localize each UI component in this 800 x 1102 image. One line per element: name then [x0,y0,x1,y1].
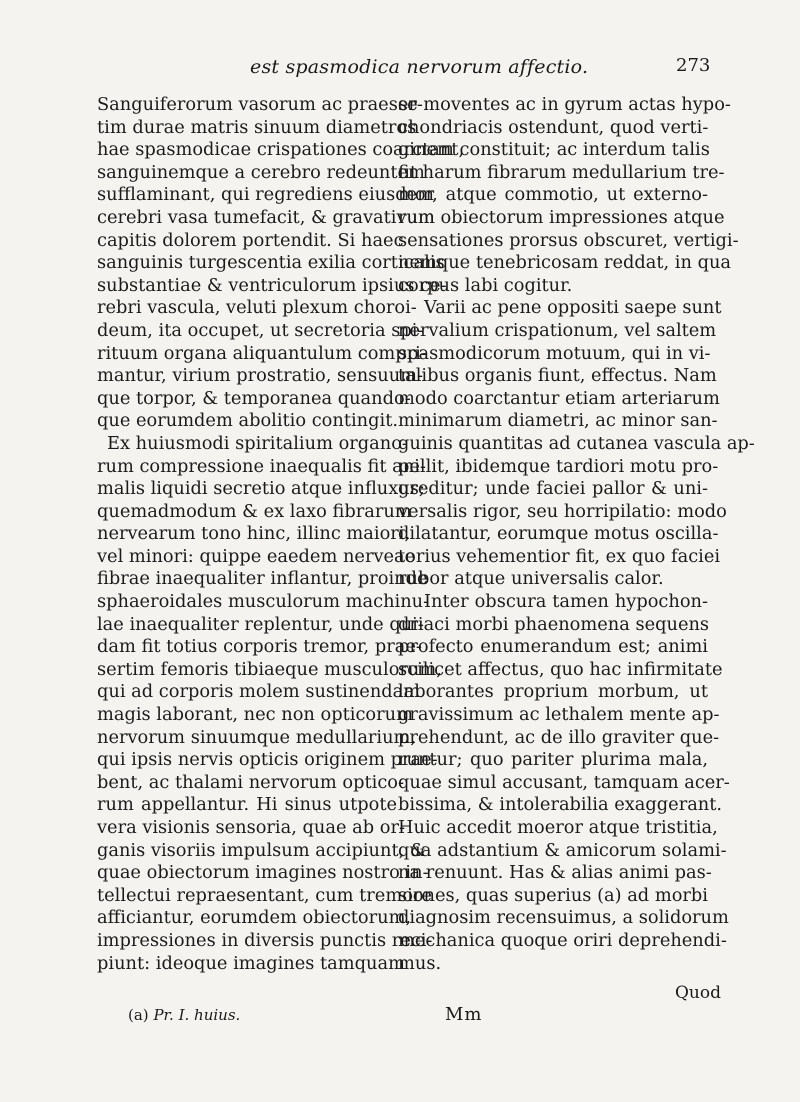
text-line: mechanica quoque oriri deprehendi- [398,929,727,951]
text-line: diagnosim recensuimus, a solidorum [398,907,729,929]
text-line: qui ad corporis molem sustinendam [97,681,421,703]
text-line: profecto enumerandum est; animi [398,636,708,658]
text-line: prehendunt, ac de illo graviter que- [398,726,720,748]
text-line: qui ipsis nervis opticis originem prae- [97,749,438,771]
text-line: que torpor, & temporanea quando- [97,387,411,409]
text-line: vel minori: quippe eaedem nerveae [97,545,416,567]
text-line: quae simul accusant, tamquam acer- [398,771,730,793]
text-line: fit harum fibrarum medullarium tre- [398,161,725,183]
text-line: vera visionis sensoria, quae ab or- [97,817,405,838]
text-line: laborantes proprium morbum, ut [398,681,708,703]
text-line: guinis quantitas ad cutanea vascula ap- [398,432,755,454]
text-line: dilatantur, eorumque motus oscilla- [398,523,719,545]
text-line: rum compressione inaequalis fit ani- [97,455,426,477]
text-line: siones, quas superius (a) ad morbi [398,884,708,906]
text-line: driaci morbi phaenomena sequens [398,613,710,635]
text-line: nemque tenebricosam reddat, in qua [398,252,732,274]
text-line: sanguinemque a cerebro redeuntem [97,161,425,183]
text-line: quae obiectorum imagines nostro in- [97,862,429,884]
text-line: Sanguiferorum vasorum ac praeser- [97,94,423,115]
text-line: corpus labi cogitur. [398,274,573,296]
text-line: mantur, virium prostratio, sensuum- [97,365,424,387]
text-line: spasmodicorum motuum, qui in vi- [398,342,711,364]
text-line: lae inaequaliter replentur, unde qui- [97,613,424,635]
text-line: Varii ac pene oppositi saepe sunt [424,297,722,319]
footnote [128,1006,240,1024]
text-line: rum obiectorum impressiones atque [398,206,725,228]
text-line: scilicet affectus, quo hac infirmitate [398,658,723,680]
text-line: tellectui repraesentant, cum tremore [97,884,432,906]
text-line: runtur; quo pariter plurima mala, [398,749,708,771]
text-line: Huic accedit moeror atque tristitia, [398,817,718,838]
text-line: magis laborant, nec non opticorum [97,704,413,726]
text-line: hae spasmodicae crispationes coarctant, [97,139,465,161]
text-line: impressiones in diversis punctis reci- [97,929,433,951]
text-line: bissima, & intolerabilia exaggerant. [398,794,723,816]
text-line: ginem constituit; ac interdum talis [398,139,710,161]
right-text-column [398,94,755,975]
text-line: afficiantur, eorumdem obiectorum, [97,907,412,929]
text-line: sensationes prorsus obscuret, vertigi- [398,229,739,251]
text-line: capitis dolorem portendit. Si haec [97,229,404,251]
text-line: na renuunt. Has & alias animi pas- [398,862,712,884]
running-title: est spasmodica nervorum affectio. [250,56,589,78]
text-line: quemadmodum & ex laxo fibrarum [97,500,412,522]
text-line: que eorumdem abolitio contingit. [97,410,398,432]
text-line: rum appellantur. Hi sinus utpote [97,794,397,816]
text-line: rebri vascula, veluti plexum choroi- [97,297,417,319]
text-line: se moventes ac in gyrum actas hypo- [398,94,731,115]
text-line: talibus organis fiunt, effectus. Nam [398,365,717,387]
text-line: sufflaminant, qui regrediens eiusdem [97,184,434,206]
text-line: dam fit totius corporis tremor, prae- [97,636,422,658]
text-line: Inter obscura tamen hypochon- [424,591,708,613]
text-line: mus. [398,952,442,974]
text-line: cerebri vasa tumefacit, & gravativum [97,206,435,228]
text-line: greditur; unde faciei pallor & uni- [398,478,708,500]
text-line: sphaeroidales musculorum machinu- [97,591,430,613]
page-number: 273 [676,55,711,76]
text-line: fibrae inaequaliter inflantur, proinde [97,568,428,590]
text-line: ganis visoriis impulsum accipiunt, & [97,839,426,861]
text-line: piunt: ideoque imagines tamquam [97,952,405,974]
catchword: Quod [675,983,722,1003]
text-line: versalis rigor, seu horripilatio: modo [398,500,727,522]
text-line: malis liquidi secretio atque influxus; [97,478,425,500]
left-text-column [97,94,465,975]
text-line: torius vehementior fit, ex quo faciei [398,545,721,567]
text-line: sertim femoris tibiaeque musculorum, [97,658,442,680]
text-line: rituum organa aliquantulum compri- [97,342,427,364]
text-line: tim durae matris sinuum diametros [97,116,417,138]
text-line: chondriacis ostendunt, quod verti- [398,116,709,138]
text-line: bent, ac thalami nervorum optico- [97,771,404,793]
text-line: gravissimum ac lethalem mente ap- [398,704,720,726]
text-line: mor, atque commotio, ut externo- [398,184,708,206]
text-line: rubor atque universalis calor. [398,568,664,590]
text-line: Ex huiusmodi spiritalium organo- [107,432,408,454]
text-line: sanguinis turgescentia exilia corticalis [97,252,445,274]
text-line: qua adstantium & amicorum solami- [398,839,727,861]
text-line: nervorum sinuumque medullarium, [97,726,417,748]
text-line: modo coarctantur etiam arteriarum [398,387,720,409]
text-line: nervearum tono hinc, illinc maiori, [97,523,411,545]
text-line: substantiae & ventriculorum ipsius ce- [97,274,447,296]
printer-signature: Mm [445,1004,483,1025]
text-line: deum, ita occupet, ut secretoria spi- [97,319,424,341]
footnote-mark: (a) [128,1006,149,1024]
text-line: minimarum diametri, ac minor san- [398,410,718,432]
text-line: nervalium crispationum, vel saltem [398,319,717,341]
footnote-reference: Pr. I. huius. [153,1006,241,1024]
text-line: pellit, ibidemque tardiori motu pro- [398,455,719,477]
